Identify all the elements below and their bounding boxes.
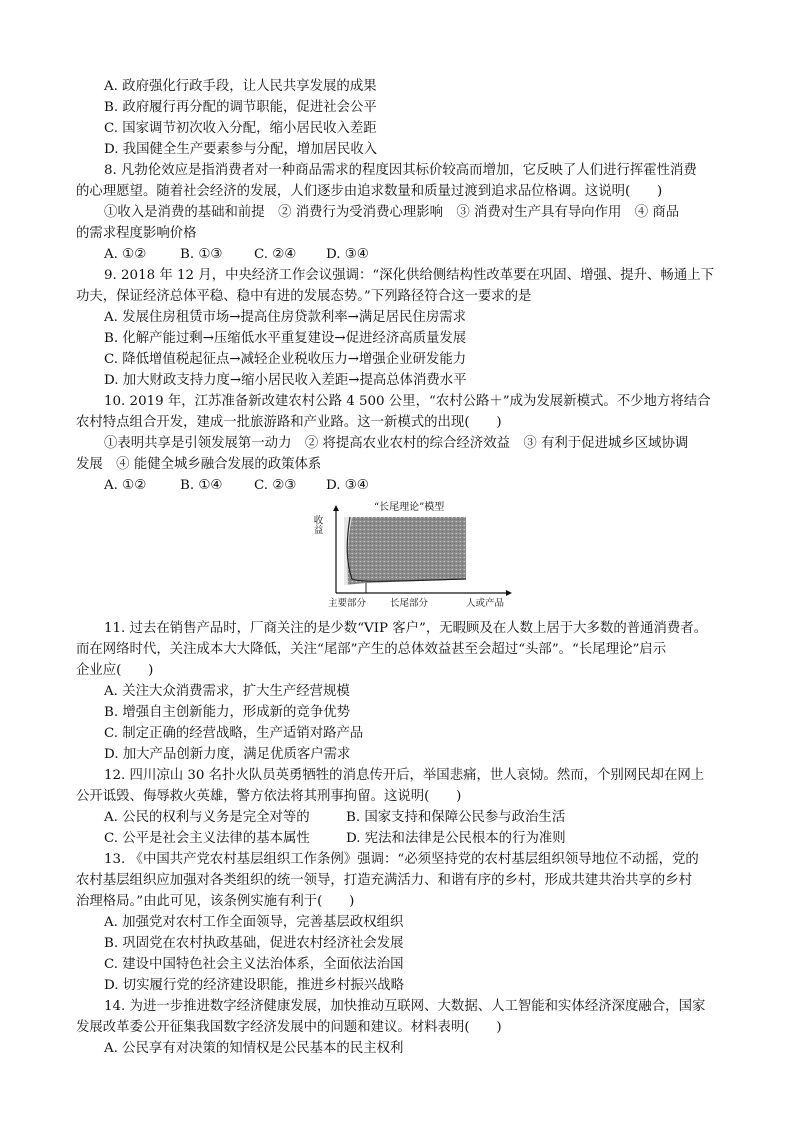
q8-statements-line-1: ①收入是消费的基础和前提 ② 消费行为受消费心理影响 ③ 消费对生产具有导向作用 ④ 商品 <box>104 205 680 220</box>
q10-stem-line-2: 农村特点组合开发，建成一批旅游路和产业路。这一新模式的出现( ) <box>76 415 502 430</box>
q10-option-d: D. ③④ <box>326 478 369 493</box>
q8-option-a: A. ①② <box>104 247 147 262</box>
q13-stem-line-1: 13. 《中国共产党农村基层组织工作条例》强调：“必须坚持党的农村基层组织领导地位不动摇，党的 <box>104 852 699 867</box>
q13-stem-line-3: 治理格局。”由此可见，该条例实施有利于( ) <box>76 894 355 909</box>
y-axis-label: 收益 <box>311 515 323 534</box>
q7-option-b: B. 政府履行再分配的调节职能，促进社会公平 <box>104 100 377 115</box>
q14-stem-line-2: 发展改革委公开征集我国数字经济发展中的问题和建议。材料表明( ) <box>76 1020 502 1035</box>
q10-stem-line-1: 10. 2019 年，江苏准备新改建农村公路 4 500 公里，“农村公路＋”成为发展新模式。不少地方将结合 <box>104 394 711 409</box>
q13-option-a: A. 加强党对农村工作全面领导，完善基层政权组织 <box>104 915 404 930</box>
q10-option-b: B. ①④ <box>180 478 223 493</box>
q13-option-d: D. 切实履行党的经济建设职能，推进乡村振兴战略 <box>104 978 404 993</box>
x-label-tail: 长尾部分 <box>390 598 429 609</box>
q7-option-a: A. 政府强化行政手段，让人民共享发展的成果 <box>104 79 377 94</box>
q11-stem-line-2: 而在网络时代，关注成本大大降低，关注“尾部”产生的总体效益甚至会超过“头部”。“长尾理论”启示 <box>76 642 667 657</box>
q8-stem-line-2: 的心理愿望。随着社会经济的发展，人们逐步由追求数量和质量过渡到追求品位格调。这说明( ) <box>76 184 663 199</box>
q11-option-d: D. 加大产品创新力度，满足优质客户需求 <box>104 747 351 762</box>
q8-option-b: B. ①③ <box>180 247 223 262</box>
q9-option-b: B. 化解产能过剩→压缩低水平重复建设→促进经济高质量发展 <box>104 331 467 346</box>
q11-option-b: B. 增强自主创新能力，形成新的竞争优势 <box>104 705 350 720</box>
q8-statements-line-2: 的需求程度影响价格 <box>76 226 197 241</box>
q10-statements-line-2: 发展 ④ 能健全城乡融合发展的政策体系 <box>76 457 322 472</box>
q14-stem-line-1: 14. 为进一步推进数字经济健康发展，加快推动互联网、大数据、人工智能和实体经济深度融合，国家 <box>104 999 706 1014</box>
long-tail-area <box>344 517 466 585</box>
q10-option-a: A. ①② <box>104 478 147 493</box>
long-tail-figure <box>311 497 516 609</box>
q12-option-b: B. 国家支持和保障公民参与政治生活 <box>346 810 566 825</box>
x-label-main: 主要部分 <box>328 598 367 609</box>
q11-stem-line-1: 11. 过去在销售产品时，厂商关注的是少数“VIP 客户”，无暇顾及在人数上居于大多数的普通消费者。 <box>104 621 708 636</box>
figure-title: “长尾理论”模型 <box>374 502 445 513</box>
q10-statements-line-1: ①表明共享是引领发展第一动力 ② 将提高农业农村的综合经济效益 ③ 有利于促进城乡区域协调 <box>104 436 689 451</box>
q12-stem-line-1: 12. 四川凉山 30 名扑火队员英勇牺牲的消息传开后，举国悲痛，世人哀恸。然而，个别网民却在网上 <box>104 768 705 783</box>
x-axis-label: 人或产品 <box>466 598 505 609</box>
q11-option-a: A. 关注大众消费需求，扩大生产经营规模 <box>104 684 350 699</box>
q7-option-d: D. 我国健全生产要素参与分配，增加居民收入 <box>104 142 378 157</box>
q13-option-c: C. 建设中国特色社会主义法治体系，全面依法治国 <box>104 957 404 972</box>
q9-option-c: C. 降低增值税起征点→减轻企业税收压力→增强企业研发能力 <box>104 352 467 367</box>
q13-option-b: B. 巩固党在农村执政基础，促进农村经济社会发展 <box>104 936 404 951</box>
q13-stem-line-2: 农村基层组织应加强对各类组织的统一领导，打造充满活力、和谐有序的乡村，形成共建共治共享的乡村 <box>76 873 692 888</box>
y-axis-arrow <box>333 505 339 511</box>
q12-option-a: A. 公民的权利与义务是完全对等的 <box>104 810 310 825</box>
q9-option-a: A. 发展住房租赁市场→提高住房贷款利率→满足居民住房需求 <box>104 310 466 325</box>
q11-option-c: C. 制定正确的经营战略，生产适销对路产品 <box>104 726 364 741</box>
q12-stem-line-2: 公开诋毁、侮辱救火英雄，警方依法将其刑事拘留。这说明( ) <box>76 789 462 804</box>
q8-option-d: D. ③④ <box>326 247 369 262</box>
x-axis-arrow <box>506 590 512 596</box>
q12-option-c: C. 公平是社会主义法律的基本属性 <box>104 831 310 846</box>
q14-option-a: A. 公民享有对决策的知情权是公民基本的民主权利 <box>104 1041 404 1056</box>
q8-option-c: C. ②④ <box>254 247 297 262</box>
q12-option-d: D. 宪法和法律是公民根本的行为准则 <box>346 831 566 846</box>
q7-option-c: C. 国家调节初次收入分配，缩小居民收入差距 <box>104 121 377 136</box>
q9-option-d: D. 加大财政支持力度→缩小居民收入差距→提高总体消费水平 <box>104 373 467 388</box>
q11-stem-line-3: 企业应( ) <box>76 663 154 678</box>
q9-stem-line-1: 9. 2018 年 12 月，中央经济工作会议强调：“深化供给侧结构性改革要在巩固、增强、提升、畅通上下 <box>104 268 714 283</box>
q10-option-c: C. ②③ <box>254 478 297 493</box>
q9-stem-line-2: 功夫，保证经济总体平稳、稳中有进的发展态势。”下列路径符合这一要求的是 <box>76 289 532 304</box>
q8-stem-line-1: 8. 凡勃伦效应是指消费者对一种商品需求的程度因其标价较高而增加，它反映了人们进行挥霍性消费 <box>104 163 697 178</box>
